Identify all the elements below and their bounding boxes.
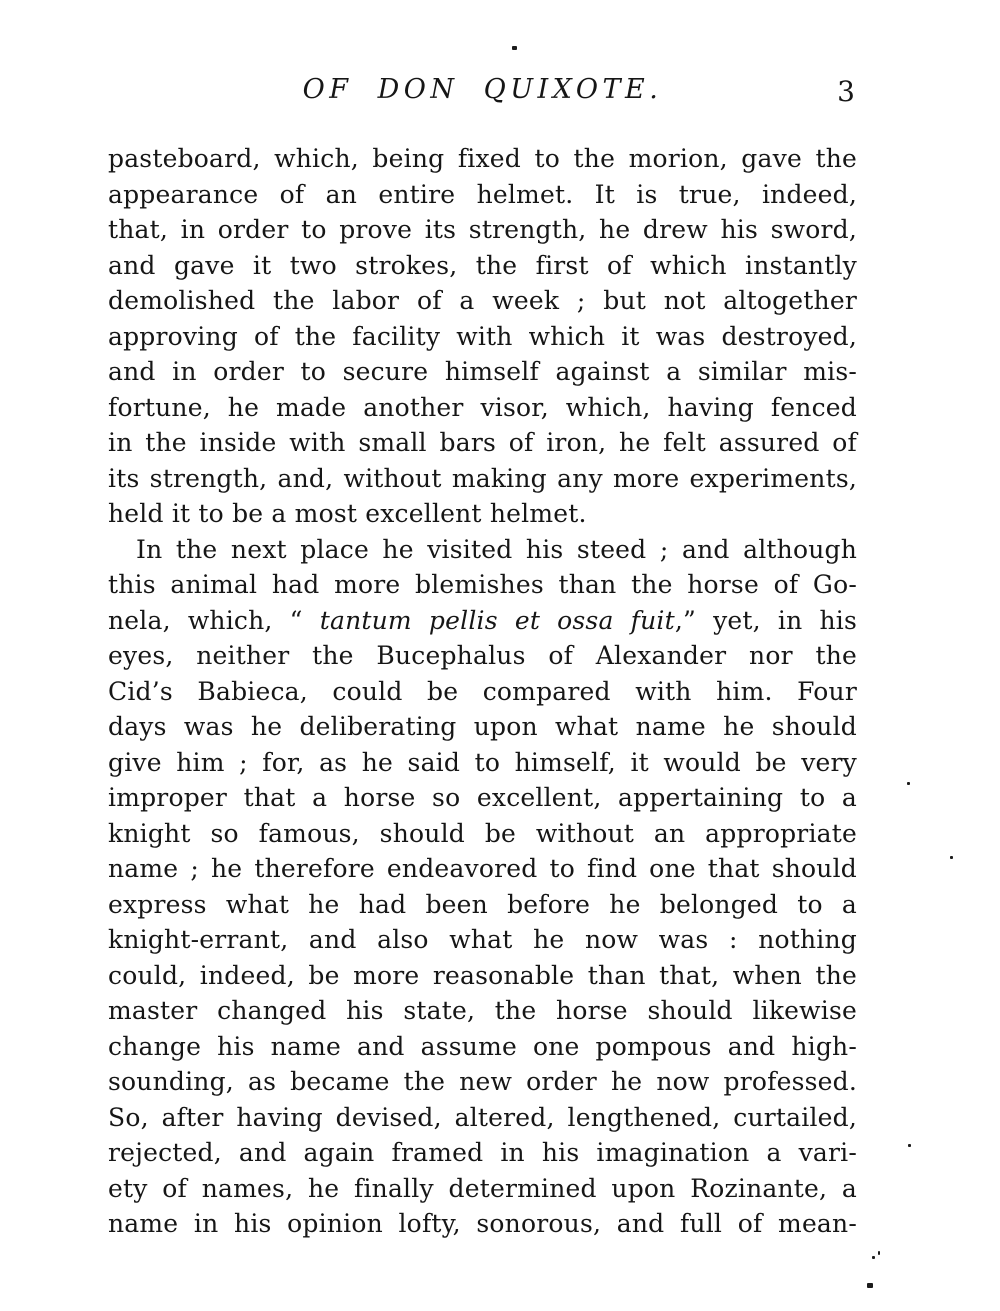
text-line	[108, 248, 857, 284]
text-line	[108, 1206, 857, 1242]
text-line	[108, 709, 857, 745]
text-segment: change his name and assume one pompous and high-	[108, 1031, 857, 1061]
text-segment: that, in order to prove its strength, he drew his sword,	[108, 215, 857, 244]
text-line	[108, 1135, 857, 1171]
text-line	[108, 212, 857, 248]
text-line	[108, 851, 857, 887]
text-segment: and gave it two strokes, the first of which instantly	[108, 250, 857, 280]
text-line	[108, 1100, 857, 1136]
text-segment: days was he deliberating upon what name he should	[108, 712, 857, 741]
text-line	[108, 603, 857, 639]
text-line	[108, 141, 857, 177]
text-segment: improper that a horse so excellent, appertaining to a	[108, 783, 857, 812]
text-line	[108, 567, 857, 603]
text-line	[108, 1064, 857, 1100]
scan-speck	[878, 1251, 880, 1255]
text-segment: appearance of an entire helmet. It is true, indeed,	[108, 179, 857, 209]
text-line	[108, 638, 857, 674]
text-segment: rejected, and again framed in his imagination a vari-	[108, 1138, 857, 1167]
text-segment: sounding, as became the new order he now professed.	[108, 1067, 857, 1096]
text-segment: and in order to secure himself against a similar mis-	[108, 357, 857, 386]
text-segment: give him ; for, as he said to himself, it would be very	[108, 747, 857, 777]
text-segment: pasteboard, which, being fixed to the morion, gave the	[108, 144, 857, 173]
scan-speck	[872, 1256, 875, 1259]
text-line	[108, 922, 857, 958]
body-text	[108, 141, 857, 1242]
text-segment: name ; he therefore endeavored to find one that should	[108, 854, 857, 883]
text-segment: master changed his state, the horse should likewise	[108, 996, 857, 1025]
text-line	[108, 780, 857, 816]
text-line	[108, 496, 857, 532]
text-line	[108, 816, 857, 852]
text-segment: fortune, he made another visor, which, having fenced	[108, 392, 857, 422]
scan-speck	[867, 1283, 873, 1288]
text-segment: knight so famous, should be without an appropriate	[108, 818, 857, 848]
text-segment: ,” yet, in his	[674, 605, 857, 635]
scan-speck	[950, 856, 953, 859]
text-line	[108, 461, 857, 497]
text-segment: eyes, neither the Bucephalus of Alexander nor the	[108, 641, 857, 670]
text-segment: held it to be a most excellent helmet.	[108, 499, 587, 528]
text-segment: demolished the labor of a week ; but not altogether	[108, 286, 857, 315]
text-line	[108, 390, 857, 426]
italic-latin-phrase: tantum pellis et ossa fuit	[319, 605, 675, 635]
text-line	[108, 887, 857, 923]
text-line	[108, 283, 857, 319]
text-segment: Cid’s Babieca, could be compared with him. Four	[108, 676, 857, 706]
text-segment: nela, which, “	[108, 605, 320, 635]
text-segment: In the next place he visited his steed ; and although	[136, 534, 857, 564]
text-line	[108, 745, 857, 781]
text-line	[108, 354, 857, 390]
text-line	[108, 532, 857, 568]
text-line	[108, 674, 857, 710]
text-segment: in the inside with small bars of iron, he felt assured of	[108, 428, 857, 457]
text-segment: this animal had more blemishes than the horse of Go-	[108, 570, 857, 599]
text-segment: could, indeed, be more reasonable than that, when the	[108, 960, 857, 990]
text-line	[108, 958, 857, 994]
page-number: 3	[837, 75, 855, 108]
text-line	[108, 425, 857, 461]
text-segment: knight-errant, and also what he now was : nothing	[108, 925, 857, 954]
text-line	[108, 993, 857, 1029]
text-segment: its strength, and, without making any more experiments,	[108, 463, 857, 493]
header-title: OF DON QUIXOTE.	[302, 74, 663, 105]
text-line	[108, 177, 857, 213]
text-line	[108, 1029, 857, 1065]
text-segment: name in his opinion lofty, sonorous, and full of mean-	[108, 1209, 857, 1238]
scan-speck	[512, 46, 517, 50]
text-segment: approving of the facility with which it was destroyed,	[108, 321, 857, 351]
text-line	[108, 319, 857, 355]
text-segment: express what he had been before he belonged to a	[108, 889, 857, 919]
text-segment: ety of names, he finally determined upon Rozinante, a	[108, 1173, 857, 1203]
scan-speck	[907, 782, 910, 785]
scan-speck	[908, 1144, 911, 1147]
text-line	[108, 1171, 857, 1207]
running-header	[108, 74, 857, 110]
text-segment: So, after having devised, altered, lengthened, curtailed,	[108, 1102, 857, 1132]
